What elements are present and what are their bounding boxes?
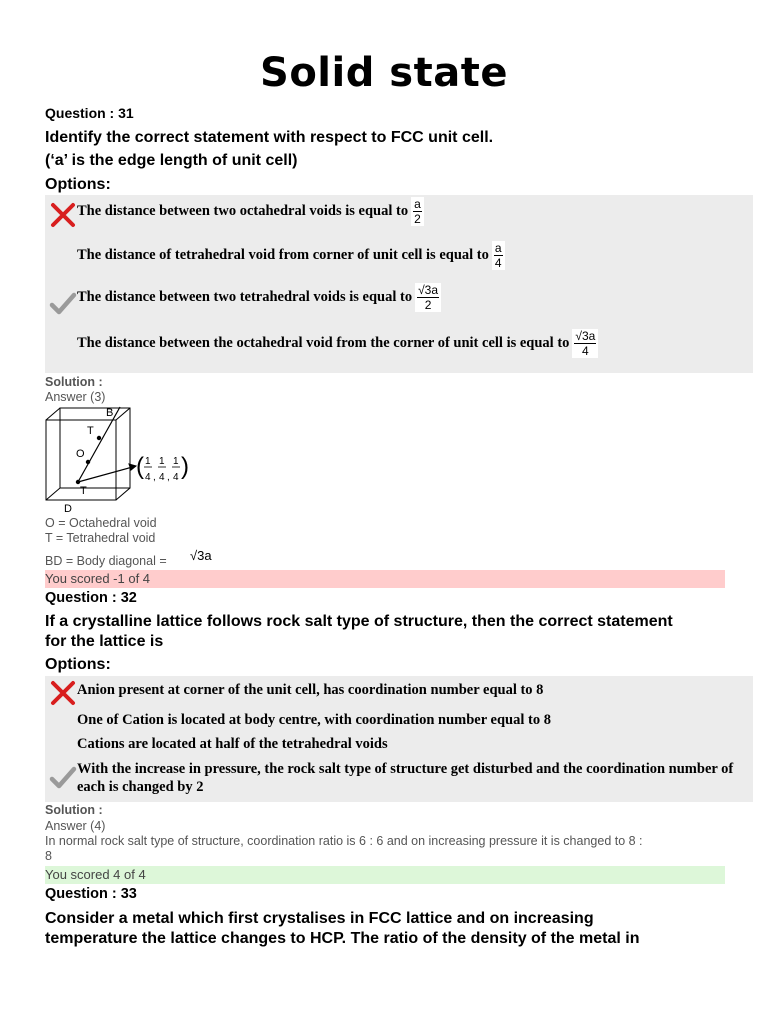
question-33-number: Question : 33: [45, 886, 137, 902]
option-4-text: The distance between the octahedral void from the corner of unit cell is equal to: [77, 334, 570, 351]
question-31-answer: Answer (3): [45, 390, 106, 404]
question-32-option-3[interactable]: Cations are located at half of the tetrahedral voids: [77, 736, 388, 752]
option-4-fraction: $\frac{√3a}{4}$: [572, 329, 598, 358]
question-31-option-2[interactable]: [77, 241, 505, 270]
svg-text:4: 4: [159, 472, 165, 483]
question-32-number: Question : 32: [45, 590, 137, 606]
question-31-option-1[interactable]: [77, 197, 424, 226]
option-2-fraction: $\frac{a}{4}$: [492, 241, 505, 270]
question-32-answer: Answer (4): [45, 819, 106, 833]
svg-text:1: 1: [145, 456, 151, 467]
question-32-options-box: [45, 676, 753, 802]
label-d: D: [64, 503, 72, 514]
question-33-text-line1: Consider a metal which first crystalises in FCC lattice and on increasing: [45, 910, 594, 927]
question-31-option-4[interactable]: [77, 329, 598, 358]
cross-icon: [49, 201, 77, 229]
legend-body-diagonal: BD = Body diagonal =: [45, 554, 167, 568]
question-32-option-2[interactable]: One of Cation is located at body centre, with coordination number equal to 8: [77, 712, 551, 728]
question-31-text-line2: (‘a’ is the edge length of unit cell): [45, 152, 298, 169]
option-1-fraction: $\frac{a}{2}$: [411, 197, 424, 226]
question-32-solution-label: Solution :: [45, 803, 103, 817]
question-32-explanation-line1: In normal rock salt type of structure, coordination ratio is 6 : 6 and on increasing pressure it is changed to 8 :: [45, 834, 643, 848]
question-32-option-1[interactable]: Anion present at corner of the unit cell, has coordination number equal to 8: [77, 682, 544, 698]
question-31-option-3[interactable]: [77, 283, 441, 312]
check-icon: [49, 764, 77, 792]
body-diagonal: [78, 407, 120, 482]
body-diagonal-value: √3a: [190, 548, 212, 563]
option-3-fraction: $\frac{√3a}{2}$: [415, 283, 441, 312]
tetrahedral-void-bottom: [76, 480, 80, 484]
question-31-number: Question : 31: [45, 105, 134, 121]
option-2-text: The distance of tetrahedral void from corner of unit cell is equal to: [77, 246, 489, 263]
label-t-bottom: T: [80, 485, 87, 497]
check-icon: [49, 290, 77, 318]
question-31-solution-label: Solution :: [45, 375, 103, 389]
page-title: Solid state: [260, 50, 508, 96]
label-o: O: [76, 448, 85, 460]
cross-icon: [49, 679, 77, 707]
label-t-top: T: [87, 425, 94, 437]
question-32-options-label: Options:: [45, 656, 111, 673]
label-b: B: [106, 407, 114, 419]
svg-text:1: 1: [159, 456, 165, 467]
tetrahedral-void-top: [97, 436, 101, 440]
option-3-text: The distance between two tetrahedral voids is equal to: [77, 288, 413, 305]
octahedral-void: [86, 460, 90, 464]
question-32-text-line2: for the lattice is: [45, 633, 164, 650]
legend-tetrahedral: T = Tetrahedral void: [45, 531, 156, 545]
question-32-score: You scored 4 of 4: [45, 866, 725, 884]
option-1-text: The distance between two octahedral voids is equal to: [77, 202, 409, 219]
coordinate-arrow: [78, 466, 136, 482]
unit-cell-diagram: [40, 402, 200, 514]
question-33-text-line2: temperature the lattice changes to HCP. The ratio of the density of the metal in: [45, 930, 640, 947]
svg-text:4: 4: [173, 472, 179, 483]
question-32-option-4[interactable]: With the increase in pressure, the rock salt type of structure get disturbed and the coordination number of each is changed by 2: [77, 761, 734, 795]
legend-octahedral: O = Octahedral void: [45, 516, 157, 530]
question-31-score: You scored -1 of 4: [45, 570, 725, 588]
question-32-text-line1: If a crystalline lattice follows rock salt type of structure, then the correct statement: [45, 613, 673, 630]
question-32-explanation-line2: 8: [45, 849, 52, 863]
question-31-text-line1: Identify the correct statement with respect to FCC unit cell.: [45, 129, 494, 146]
void-coordinates: [136, 453, 189, 483]
svg-text:4: 4: [145, 472, 151, 483]
question-31-options-label: Options:: [45, 176, 111, 193]
svg-text:(: (: [136, 453, 144, 480]
svg-text:,: ,: [167, 472, 170, 483]
svg-text:1: 1: [173, 456, 179, 467]
question-31-options-box: [45, 195, 753, 373]
svg-text:): ): [181, 453, 189, 480]
svg-text:,: ,: [153, 472, 156, 483]
